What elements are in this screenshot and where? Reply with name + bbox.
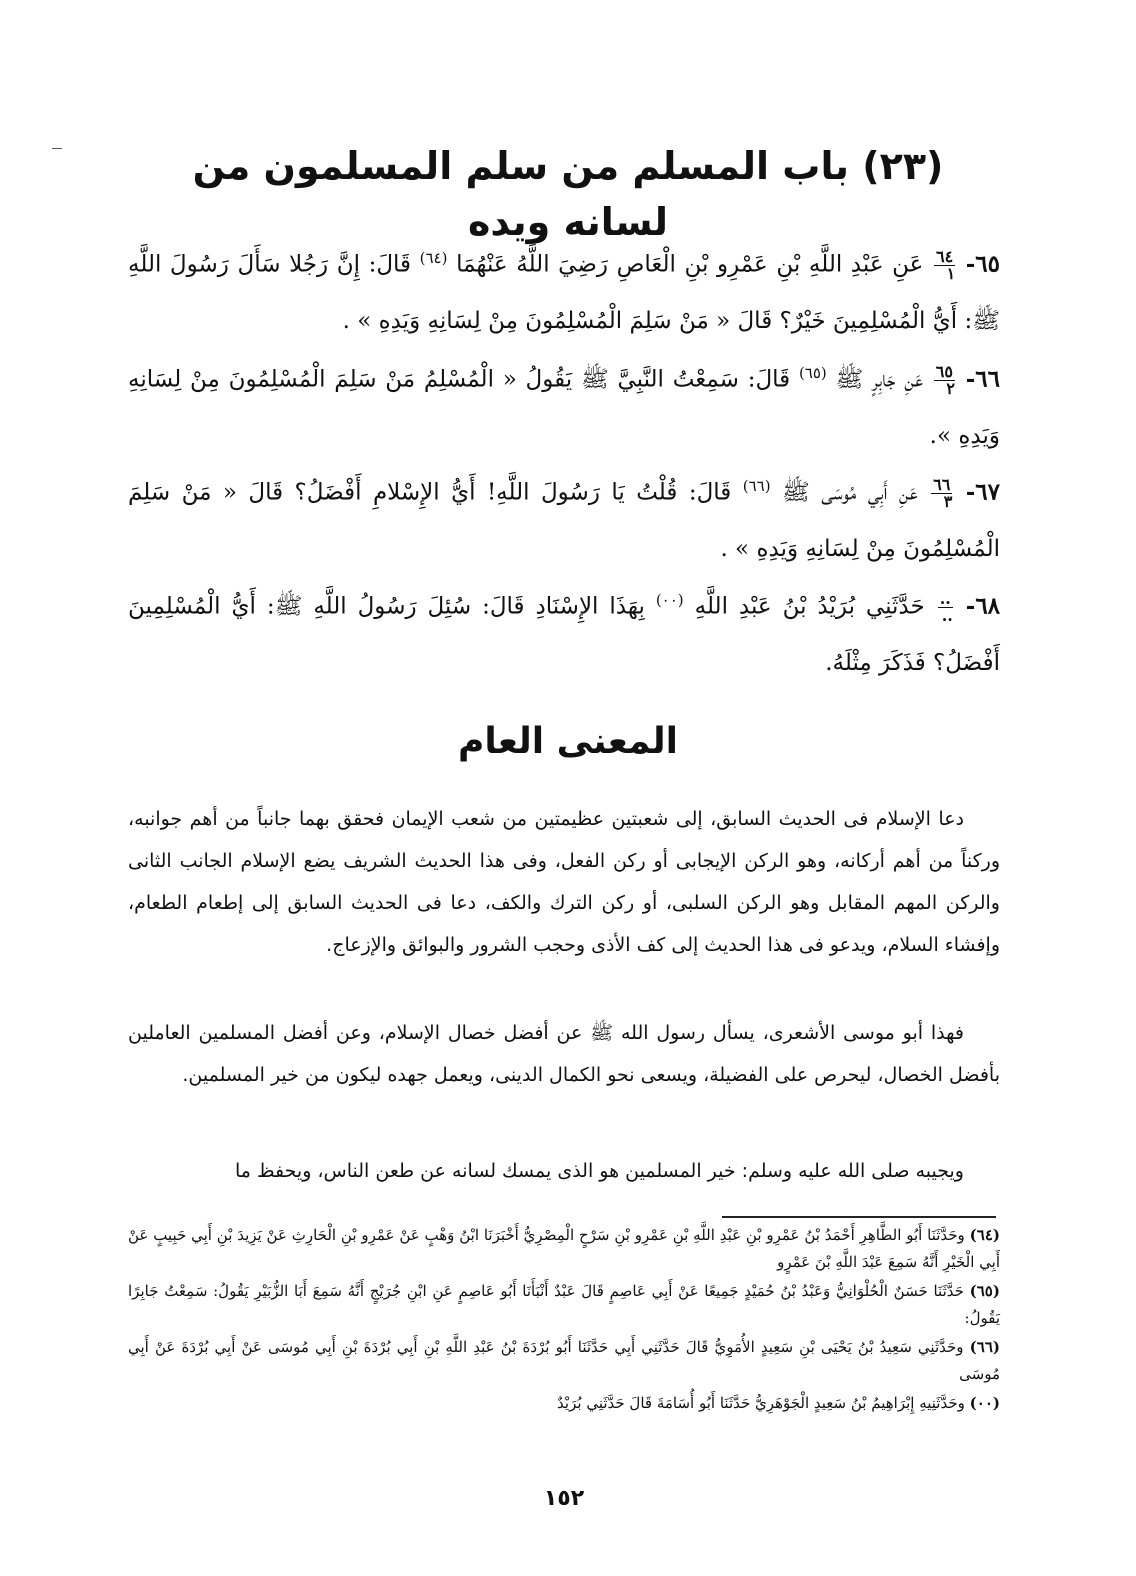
chapter-title: (٢٣) باب المسلم من سلم المسلمون من لسانه ويده	[192, 144, 944, 244]
footnote-label: (٦٤)	[969, 1226, 1000, 1244]
hadith-65	[128, 230, 1000, 349]
footnote-text: وحَدَّثَنَا أَبُو الطَّاهِرِ أَحْمَدُ بْنُ عَمْرِو بْنِ عَبْدِ اللَّهِ بْنِ عَمْرِو بْنِ سَرْحٍ الْمِصْرِيُّ أَخْبَرَنَا ابْنُ وَهْبٍ عَنْ عَمْرِو بْنِ الْحَارِثِ عَنْ يَزِيدَ بْنِ أَبِي حَبِيبٍ عَنْ أَبِي الْخَيْرِ أَنَّهُ سَمِعَ عَبْدَ اللَّهِ بْنَ عَمْرٍو	[128, 1226, 1000, 1271]
footnote-text: وحَدَّثَنِي سَعِيدُ بْنُ يَحْيَى بْنِ سَعِيدٍ الأُمَوِيُّ قَالَ حَدَّثَنِي أَبِي حَدَّثَنَا أَبُو بُرْدَةَ بْنُ عَبْدِ اللَّهِ بْنِ أَبِي بُرْدَةَ بْنِ أَبِي مُوسَى عَنْ أَبِي بُرْدَةَ عَنْ أَبِي مُوسَى	[128, 1338, 1000, 1383]
footnote-label: (٦٦)	[969, 1338, 1000, 1356]
footnote-00	[128, 1390, 1000, 1417]
hadith-text-continued: قَالَ: إِنَّ رَجُلا سَأَلَ رَسُولَ اللَّهِ ﷺ: أَيُّ الْمُسْلِمِينَ خَيْرٌ؟ قَالَ « مَنْ سَلِمَ الْمُسْلِمُونَ مِنْ لِسَانِهِ وَيَدِهِ » .	[128, 251, 1000, 334]
footnote-label: (٦٥)	[969, 1282, 1000, 1300]
footnote-64	[128, 1222, 1000, 1276]
footnote-marker: (٠٠)	[655, 591, 684, 609]
hadith-68	[128, 572, 1000, 691]
hadith-cross-reference: $\frac{٦٦}{٣}$	[933, 475, 953, 512]
hadith-number: ٦٥-	[965, 250, 1001, 278]
footnote-label: (٠٠)	[969, 1394, 1000, 1412]
footnote-text: وحَدَّثَنِيهِ إِبْرَاهِيمُ بْنُ سَعِيدٍ الْجَوْهَرِيُّ حَدَّثَنَا أَبُو أُسَامَةَ قَالَ حَدَّثَنِي بُرَيْدٌ	[557, 1394, 965, 1412]
footnotes	[128, 1222, 1000, 1419]
section-heading: المعنى العام	[457, 721, 679, 762]
hadith-text: عَنِ أَبِي مُوسَى ﷺ	[782, 479, 918, 506]
hadith-text: عَنِ جَابِرٍ ﷺ	[835, 366, 924, 393]
hadith-text-continued: بِهَذَا الإِسْنَادِ قَالَ: سُئِلَ رَسُولُ اللَّهِ ﷺ: أَيُّ الْمُسْلِمِينَ أَفْضَلُ؟ فَذَكَرَ مِثْلَهُ.	[128, 593, 1000, 676]
hadith-text-continued: قَالَ: سَمِعْتُ النَّبِيَّ ﷺ يَقُولُ « الْمُسْلِمُ مَنْ سَلِمَ الْمُسْلِمُونَ مِنْ لِسَانِهِ وَيَدِهِ ».	[128, 366, 1000, 449]
commentary-paragraph-3: ويجيبه صلى الله عليه وسلم: خير المسلمين هو الذى يمسك لسانه عن طعن الناس، ويحفظ ما	[235, 1160, 964, 1182]
commentary-paragraph-2: فهذا أبو موسى الأشعرى، يسأل رسول الله ﷺ عن أفضل خصال الإسلام، وعن أفضل المسلمين العاملين بأفضل الخصال، ليحرص على الفضيلة، ويسعى نحو الكمال الدينى، ويعمل جهده ليكون من خير المسلمين.	[128, 1022, 1000, 1086]
hadith-cross-reference: $\frac{٦٤}{١}$	[935, 247, 956, 284]
hadith-number: ٦٦-	[965, 365, 1000, 393]
hadith-66	[128, 345, 1000, 464]
hadith-text-continued: قَالَ: قُلْتُ يَا رَسُولَ اللَّهِ! أَيُّ الإِسْلامِ أَفْضَلُ؟ قَالَ « مَنْ سَلِمَ الْمُسْلِمُونَ مِنْ لِسَانِهِ وَيَدِهِ » .	[128, 479, 1000, 562]
commentary-paragraph-1: دعا الإسلام فى الحديث السابق، إلى شعبتين عظيمتين من شعب الإيمان فحقق بهما جانباً من أهم جوانبه، وركناً من أهم أركانه، وهو الركن الإيجابى أو ركن الفعل، وفى هذا الحديث الشريف يضع الإسلام الجانب الثانى والركن المهم المقابل وهو الركن السلبى، أو ركن الترك والكف، دعا فى الحديث السابق إلى إطعام الطعام، وإفشاء السلام، ويدعو فى هذا الحديث إلى كف الأذى وحجب الشرور والبوائق والإزعاج.	[128, 808, 1000, 956]
hadith-text: حَدَّثَنِي بُرَيْدُ بْنُ عَبْدِ اللَّهِ	[694, 593, 925, 620]
scan-mark	[52, 148, 62, 149]
footnote-65	[128, 1278, 1000, 1332]
page-number: ١٥٢	[543, 1486, 585, 1511]
footnote-divider	[722, 1216, 996, 1218]
hadith-cross-reference: $\frac{٦٥}{٢}$	[935, 362, 955, 399]
footnote-marker: (٦٤)	[419, 249, 448, 267]
hadith-number: ٦٧-	[965, 478, 1000, 506]
footnote-marker: (٦٦)	[742, 477, 771, 495]
hadith-67	[128, 458, 1000, 577]
hadith-cross-reference: $\frac{..}{..}$	[939, 589, 953, 626]
footnote-text: حَدَّثَنَا حَسَنٌ الْحُلْوَانِيُّ وَعَبْدُ بْنُ حُمَيْدٍ جَمِيعًا عَنْ أَبِي عَاصِمٍ قَالَ عَبْدٌ أَنْبَأَنَا أَبُو عَاصِمٍ عَنِ ابْنِ جُرَيْجٍ أَنَّهُ سَمِعَ أَبَا الزُّبَيْرِ يَقُولُ: سَمِعْتُ جَابِرًا يَقُولُ:	[128, 1282, 1000, 1327]
hadith-number: ٦٨-	[965, 592, 1001, 620]
footnote-66	[128, 1334, 1000, 1388]
footnote-marker: (٦٥)	[798, 364, 827, 382]
hadith-text: عَنِ عَبْدِ اللَّهِ بْنِ عَمْرِو بْنِ الْعَاصِ رَضِيَ اللَّهُ عَنْهُمَا	[456, 251, 924, 278]
